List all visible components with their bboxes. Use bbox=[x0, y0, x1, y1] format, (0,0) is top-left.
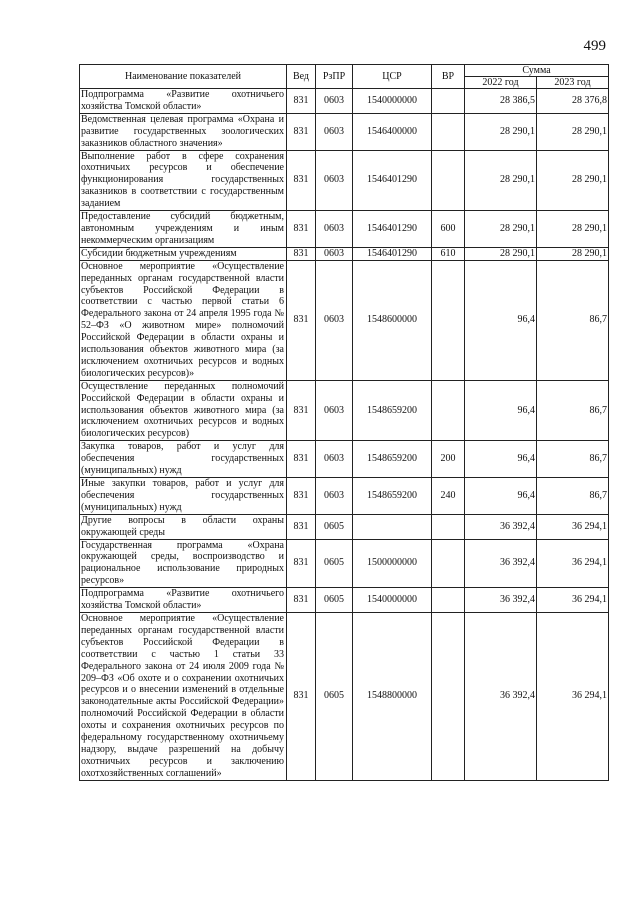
cell-csr: 1548800000 bbox=[353, 612, 432, 780]
cell-csr: 1540000000 bbox=[353, 89, 432, 114]
cell-2022: 28 290,1 bbox=[465, 150, 537, 211]
cell-2022: 96,4 bbox=[465, 441, 537, 478]
cell-ved: 831 bbox=[287, 514, 316, 539]
table-row bbox=[80, 539, 609, 588]
cell-vr bbox=[432, 612, 465, 780]
cell-2023: 28 376,8 bbox=[537, 89, 609, 114]
cell-rzpr: 0603 bbox=[316, 247, 353, 260]
cell-csr: 1546400000 bbox=[353, 113, 432, 150]
cell-csr: 1548600000 bbox=[353, 260, 432, 380]
cell-2023: 36 294,1 bbox=[537, 612, 609, 780]
header-name: Наименование показателей bbox=[80, 65, 287, 89]
table-row bbox=[80, 89, 609, 114]
cell-name: Осуществление переданных полномочий Российской Федерации в области охраны и использования объектов животного мира (за исключением охотничьих ресурсов и водных биологических ресурсов) bbox=[80, 380, 287, 441]
cell-name: Основное мероприятие «Осуществление переданных органам государственной власти субъектов Российской Федерации в соответствии с частью 1 статьи 33 Федерального закона от 24 июля 2009 года № 209–ФЗ «Об охоте и о сохранении охотничьих ресурсов и о внесении изменений в отдельные законодательные акты Российской Федерации» полномочий Российской Федерации в области охоты и сохранения охотничьих ресурсов по федеральному государственному охотничьему надзору, выдаче разрешений на добычу охотничьих ресурсов и заключению охотхозяйственных соглашений» bbox=[80, 612, 287, 780]
cell-ved: 831 bbox=[287, 247, 316, 260]
header-year-2023: 2023 год bbox=[537, 77, 609, 89]
cell-name: Выполнение работ в сфере сохранения охотничьих ресурсов и обеспечение функционирования государственных заказников в соответствии с государственным заданием bbox=[80, 150, 287, 211]
cell-2023: 28 290,1 bbox=[537, 113, 609, 150]
cell-csr: 1548659200 bbox=[353, 478, 432, 515]
cell-csr: 1546401290 bbox=[353, 150, 432, 211]
cell-ved: 831 bbox=[287, 478, 316, 515]
cell-2023: 86,7 bbox=[537, 478, 609, 515]
cell-vr bbox=[432, 89, 465, 114]
cell-vr bbox=[432, 380, 465, 441]
table-row bbox=[80, 612, 609, 780]
cell-name: Иные закупки товаров, работ и услуг для обеспечения государственных (муниципальных) нужд bbox=[80, 478, 287, 515]
table-row bbox=[80, 113, 609, 150]
cell-ved: 831 bbox=[287, 380, 316, 441]
cell-ved: 831 bbox=[287, 260, 316, 380]
cell-2023: 86,7 bbox=[537, 260, 609, 380]
cell-vr bbox=[432, 539, 465, 588]
table-row bbox=[80, 514, 609, 539]
cell-ved: 831 bbox=[287, 211, 316, 248]
cell-rzpr: 0603 bbox=[316, 441, 353, 478]
cell-rzpr: 0603 bbox=[316, 380, 353, 441]
cell-rzpr: 0605 bbox=[316, 539, 353, 588]
cell-2022: 96,4 bbox=[465, 380, 537, 441]
cell-vr: 200 bbox=[432, 441, 465, 478]
cell-vr bbox=[432, 588, 465, 613]
cell-rzpr: 0603 bbox=[316, 211, 353, 248]
cell-name: Закупка товаров, работ и услуг для обеспечения государственных (муниципальных) нужд bbox=[80, 441, 287, 478]
cell-rzpr: 0603 bbox=[316, 260, 353, 380]
cell-ved: 831 bbox=[287, 113, 316, 150]
page-number: 499 bbox=[583, 38, 606, 54]
cell-2023: 36 294,1 bbox=[537, 539, 609, 588]
table-row bbox=[80, 588, 609, 613]
table-row bbox=[80, 211, 609, 248]
cell-rzpr: 0603 bbox=[316, 89, 353, 114]
table-row bbox=[80, 478, 609, 515]
table-row bbox=[80, 380, 609, 441]
cell-ved: 831 bbox=[287, 612, 316, 780]
cell-name: Ведомственная целевая программа «Охрана и развитие государственных зоологических заказников областного значения» bbox=[80, 113, 287, 150]
cell-2023: 36 294,1 bbox=[537, 514, 609, 539]
cell-rzpr: 0603 bbox=[316, 478, 353, 515]
cell-name: Другие вопросы в области охраны окружающей среды bbox=[80, 514, 287, 539]
header-ved: Вед bbox=[287, 65, 316, 89]
cell-csr: 1546401290 bbox=[353, 211, 432, 248]
cell-ved: 831 bbox=[287, 539, 316, 588]
cell-vr: 610 bbox=[432, 247, 465, 260]
cell-rzpr: 0603 bbox=[316, 113, 353, 150]
cell-vr bbox=[432, 260, 465, 380]
cell-name: Государственная программа «Охрана окружающей среды, воспроизводство и рациональное использование природных ресурсов» bbox=[80, 539, 287, 588]
cell-csr: 1540000000 bbox=[353, 588, 432, 613]
cell-2022: 28 290,1 bbox=[465, 113, 537, 150]
cell-2023: 28 290,1 bbox=[537, 247, 609, 260]
header-rzpr: РзПР bbox=[316, 65, 353, 89]
cell-rzpr: 0605 bbox=[316, 588, 353, 613]
cell-csr: 1548659200 bbox=[353, 380, 432, 441]
cell-rzpr: 0603 bbox=[316, 150, 353, 211]
cell-rzpr: 0605 bbox=[316, 612, 353, 780]
cell-name: Предоставление субсидий бюджетным, автономным учреждениям и иным некоммерческим организациям bbox=[80, 211, 287, 248]
cell-vr bbox=[432, 150, 465, 211]
cell-ved: 831 bbox=[287, 89, 316, 114]
table-row bbox=[80, 150, 609, 211]
cell-csr bbox=[353, 514, 432, 539]
cell-2023: 28 290,1 bbox=[537, 150, 609, 211]
cell-ved: 831 bbox=[287, 150, 316, 211]
cell-csr: 1548659200 bbox=[353, 441, 432, 478]
cell-vr bbox=[432, 113, 465, 150]
table-row bbox=[80, 247, 609, 260]
cell-2022: 36 392,4 bbox=[465, 539, 537, 588]
cell-2023: 28 290,1 bbox=[537, 211, 609, 248]
cell-2022: 36 392,4 bbox=[465, 612, 537, 780]
table-body bbox=[80, 89, 609, 781]
cell-2022: 96,4 bbox=[465, 478, 537, 515]
cell-2023: 86,7 bbox=[537, 441, 609, 478]
budget-table bbox=[79, 64, 609, 781]
cell-2022: 28 386,5 bbox=[465, 89, 537, 114]
cell-csr: 1546401290 bbox=[353, 247, 432, 260]
header-csr: ЦСР bbox=[353, 65, 432, 89]
header-sum: Сумма bbox=[465, 65, 609, 77]
cell-2023: 36 294,1 bbox=[537, 588, 609, 613]
cell-2022: 96,4 bbox=[465, 260, 537, 380]
cell-name: Подпрограмма «Развитие охотничьего хозяйства Томской области» bbox=[80, 588, 287, 613]
cell-2023: 86,7 bbox=[537, 380, 609, 441]
cell-2022: 28 290,1 bbox=[465, 247, 537, 260]
cell-csr: 1500000000 bbox=[353, 539, 432, 588]
cell-vr: 600 bbox=[432, 211, 465, 248]
table-row bbox=[80, 441, 609, 478]
cell-2022: 28 290,1 bbox=[465, 211, 537, 248]
cell-name: Подпрограмма «Развитие охотничьего хозяйства Томской области» bbox=[80, 89, 287, 114]
header-vr: ВР bbox=[432, 65, 465, 89]
cell-2022: 36 392,4 bbox=[465, 588, 537, 613]
cell-name: Основное мероприятие «Осуществление переданных органам государственной власти субъектов Российской Федерации в соответствии с частью первой статьи 6 Федерального закона от 24 апреля 1995 года № 52–ФЗ «О животном мире» полномочий Российской Федерации в области охраны и использования объектов животного мира (за исключением охотничьих ресурсов и водных биологических ресурсов)» bbox=[80, 260, 287, 380]
cell-ved: 831 bbox=[287, 441, 316, 478]
table-header bbox=[80, 65, 609, 89]
cell-vr: 240 bbox=[432, 478, 465, 515]
header-year-2022: 2022 год bbox=[465, 77, 537, 89]
cell-name: Субсидии бюджетным учреждениям bbox=[80, 247, 287, 260]
cell-2022: 36 392,4 bbox=[465, 514, 537, 539]
cell-vr bbox=[432, 514, 465, 539]
cell-ved: 831 bbox=[287, 588, 316, 613]
cell-rzpr: 0605 bbox=[316, 514, 353, 539]
table-row bbox=[80, 260, 609, 380]
